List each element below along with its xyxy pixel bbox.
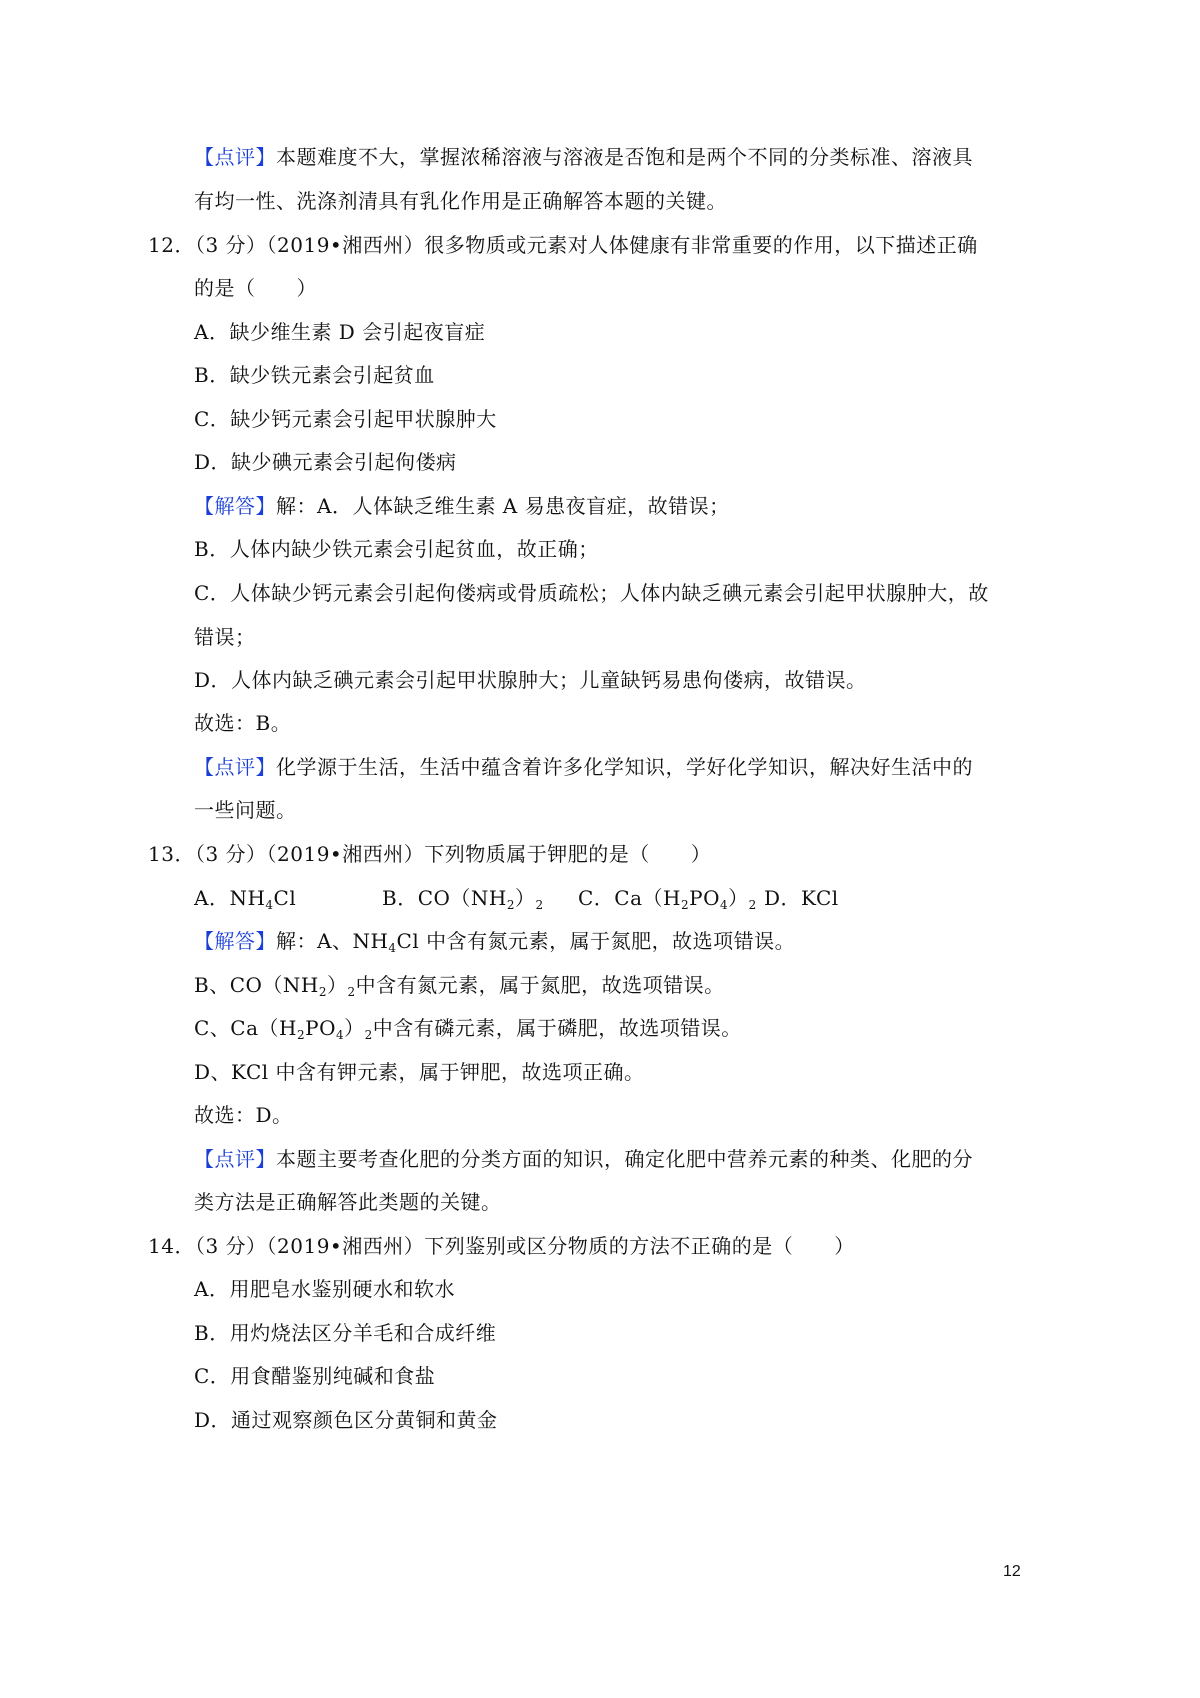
review-text: 本题难度不大，掌握浓稀溶液与溶液是否饱和是两个不同的分类标准、溶液具	[276, 145, 973, 169]
question-12-stem-2: 的是（ ）	[194, 276, 317, 300]
question-13-answer-line-4: D、KCl 中含有钾元素，属于钾肥，故选项正确。	[194, 1060, 645, 1084]
question-13-answer-line-2: B、$CO(NH_2)_2$中含有氮元素，属于氮肥，故选项错误。	[194, 973, 725, 999]
answer-tag: 【解答】	[194, 929, 276, 953]
question-12-answer-line-5: D．人体内缺乏碘元素会引起甲状腺肿大；儿童缺钙易患佝偻病，故错误。	[194, 668, 867, 692]
answer-text: 解：A．人体缺乏维生素 A 易患夜盲症，故错误；	[276, 494, 730, 518]
review-11-line-1	[194, 142, 973, 172]
question-12-stem-1: 12．（3 分）（2019•湘西州）很多物质或元素对人体健康有非常重要的作用，以下描述正确	[148, 233, 978, 257]
question-14-stem: 14．（3 分）（2019•湘西州）下列鉴别或区分物质的方法不正确的是（ ）	[148, 1234, 855, 1258]
answer-tag: 【解答】	[194, 494, 276, 518]
question-12-option-d: D．缺少碘元素会引起佝偻病	[194, 450, 457, 474]
question-12-choice: 故选：B。	[194, 711, 292, 735]
question-13-option-c: C．$Ca(H_2PO_4)_2$	[578, 886, 757, 912]
review-tag: 【点评】	[194, 1147, 276, 1171]
review-tag: 【点评】	[194, 755, 276, 779]
page-number: 12	[1003, 1563, 1021, 1580]
question-12-option-a: A．缺少维生素 D 会引起夜盲症	[194, 320, 486, 344]
question-12-review-line-1	[194, 752, 973, 782]
question-14-option-b: B．用灼烧法区分羊毛和合成纤维	[194, 1321, 497, 1345]
question-13-option-b: B．$CO(NH_2)_2$	[382, 886, 544, 912]
review-text: 化学源于生活，生活中蕴含着许多化学知识，学好化学知识，解决好生活中的	[276, 755, 973, 779]
question-13-answer-line-1: 【解答】解：A、$NH_4Cl$ 中含有氮元素，属于氮肥，故选项错误。	[194, 929, 796, 955]
question-14-option-d: D．通过观察颜色区分黄铜和黄金	[194, 1408, 498, 1432]
question-13-stem: 13．（3 分）（2019•湘西州）下列物质属于钾肥的是（ ）	[148, 842, 712, 866]
question-12-option-c: C．缺少钙元素会引起甲状腺肿大	[194, 407, 497, 431]
question-12-answer-line-3: C．人体缺少钙元素会引起佝偻病或骨质疏松；人体内缺乏碘元素会引起甲状腺肿大，故	[194, 581, 989, 605]
question-12-option-b: B．缺少铁元素会引起贫血	[194, 363, 435, 387]
question-12-answer-line-1	[194, 491, 730, 521]
review-text: 本题主要考查化肥的分类方面的知识，确定化肥中营养元素的种类、化肥的分	[276, 1147, 973, 1171]
question-14-option-c: C．用食醋鉴别纯碱和食盐	[194, 1364, 436, 1388]
question-13-answer-line-3: C、$Ca(H_2PO_4)_2$中含有磷元素，属于磷肥，故选项错误。	[194, 1016, 742, 1042]
question-13-choice: 故选：D。	[194, 1103, 293, 1127]
question-12-answer-line-4: 错误；	[194, 625, 256, 649]
question-13-review-line-1	[194, 1144, 973, 1174]
question-12-answer-line-2: B．人体内缺少铁元素会引起贫血，故正确；	[194, 537, 599, 561]
review-11-line-2: 有均一性、洗涤剂清具有乳化作用是正确解答本题的关键。	[194, 189, 727, 213]
question-13-review-line-2: 类方法是正确解答此类题的关键。	[194, 1190, 502, 1214]
question-12-review-line-2: 一些问题。	[194, 798, 297, 822]
question-13-option-a: A．$NH_4Cl$	[194, 886, 297, 912]
review-tag: 【点评】	[194, 145, 276, 169]
question-13-option-d: D．KCl	[764, 886, 839, 910]
question-13-options-row	[194, 883, 839, 913]
question-14-option-a: A．用肥皂水鉴别硬水和软水	[194, 1277, 455, 1301]
